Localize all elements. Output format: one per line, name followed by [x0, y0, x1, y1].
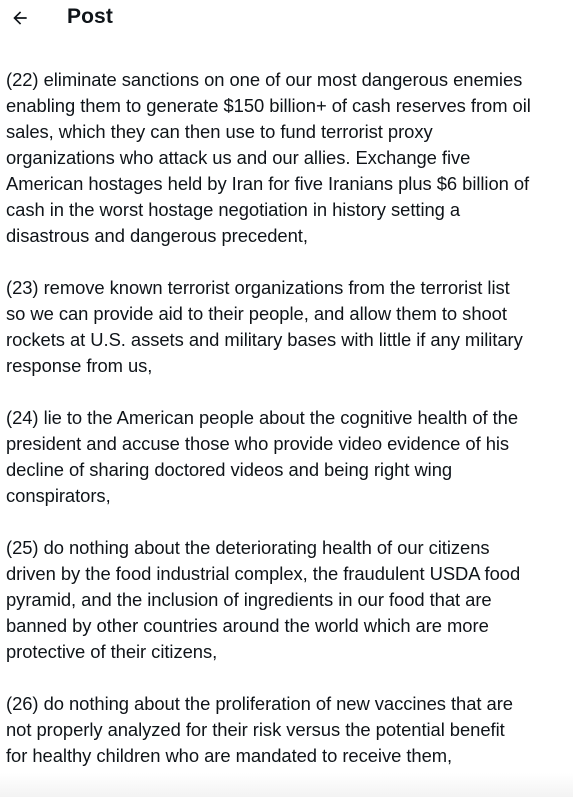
top-bar: [0, 0, 573, 40]
post-paragraph-24: (24) lie to the American people about the cognitive health of the president and accuse those who provide video evidence of his decline of sharing doctored videos and being right wing conspirators,: [6, 407, 519, 506]
back-button[interactable]: [6, 4, 34, 32]
post-text: [6, 67, 571, 795]
page-title: Post: [67, 5, 113, 28]
post-paragraph-26: (26) do nothing about the proliferation of new vaccines that are not properly analyzed for their risk versus the potential benefit for healthy children who are mandated to receive them,: [6, 693, 513, 766]
bottom-fade: [0, 773, 573, 797]
post-paragraph-23: (23) remove known terrorist organizations from the terrorist list so we can provide aid to their people, and allow them to shoot rockets at U.S. assets and military bases with little if any military response from us,: [6, 277, 523, 376]
arrow-left-icon: [10, 8, 30, 28]
post-paragraph-22: (22) eliminate sanctions on one of our most dangerous enemies enabling them to generate $150 billion+ of cash reserves from oil sales, which they can then use to fund terrorist proxy organizations who attack us and our allies. Exchange five American hostages held by Iran for five Iranians plus $6 billion of cash in the worst hostage negotiation in history setting a disastrous and dangerous precedent,: [6, 69, 531, 246]
post-paragraph-25: (25) do nothing about the deteriorating health of our citizens driven by the food industrial complex, the fraudulent USDA food pyramid, and the inclusion of ingredients in our food that are banned by other countries around the world which are more protective of their citizens,: [6, 537, 521, 662]
